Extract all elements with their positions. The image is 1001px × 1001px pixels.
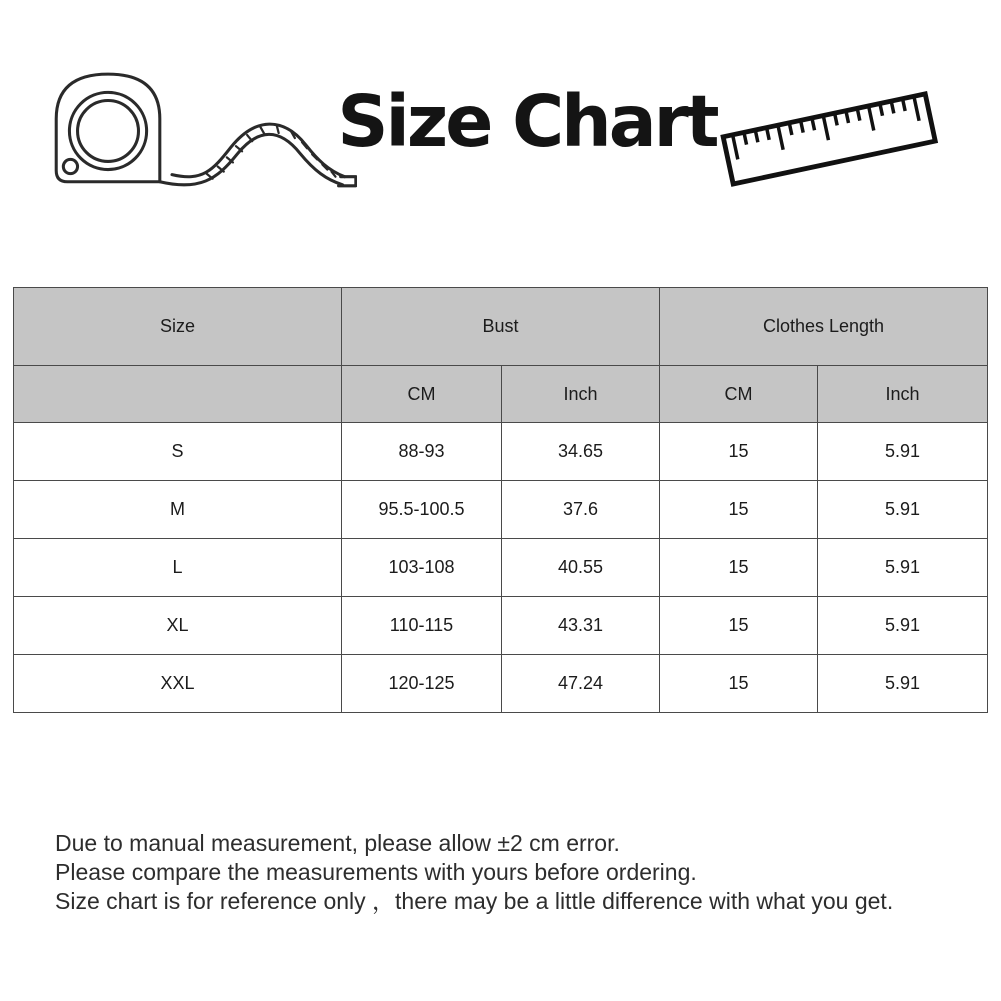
bust-cm-cell: 110-115 — [342, 597, 502, 655]
bust-cm-cell: 95.5-100.5 — [342, 481, 502, 539]
length-inch-cell: 5.91 — [818, 539, 988, 597]
size-cell: M — [14, 481, 342, 539]
table-row-xl — [14, 597, 988, 655]
length-cm-cell: 15 — [660, 481, 818, 539]
length-cm-cell: 15 — [660, 423, 818, 481]
unit-header-length-inch: Inch — [818, 366, 988, 423]
length-inch-cell: 5.91 — [818, 655, 988, 713]
measurement-notes — [55, 829, 985, 916]
size-cell: XL — [14, 597, 342, 655]
length-cm-cell: 15 — [660, 655, 818, 713]
note-line: Due to manual measurement, please allow ±2 cm error. — [55, 830, 620, 856]
unit-header-bust-cm: CM — [342, 366, 502, 423]
table-row-xxl — [14, 655, 988, 713]
table-unit-header-row — [14, 366, 988, 423]
table-row-m — [14, 481, 988, 539]
unit-header-bust-inch: Inch — [502, 366, 660, 423]
bust-inch-cell: 34.65 — [502, 423, 660, 481]
table-row-s — [14, 423, 988, 481]
col-header-size: Size — [14, 288, 342, 366]
size-table — [13, 287, 988, 713]
bust-cm-cell: 88-93 — [342, 423, 502, 481]
ruler-icon — [718, 82, 940, 194]
length-cm-cell: 15 — [660, 539, 818, 597]
bust-cm-cell: 103-108 — [342, 539, 502, 597]
length-inch-cell: 5.91 — [818, 597, 988, 655]
note-line: Size chart is for reference only ，there may be a little difference with what you get. — [55, 888, 894, 914]
table-row-l — [14, 539, 988, 597]
length-cm-cell: 15 — [660, 597, 818, 655]
length-inch-cell: 5.91 — [818, 423, 988, 481]
length-inch-cell: 5.91 — [818, 481, 988, 539]
hero-header — [0, 0, 1001, 210]
unit-header-length-cm: CM — [660, 366, 818, 423]
bust-inch-cell: 37.6 — [502, 481, 660, 539]
size-cell: S — [14, 423, 342, 481]
page-title: Size Chart — [337, 80, 717, 163]
col-header-bust: Bust — [342, 288, 660, 366]
bust-inch-cell: 47.24 — [502, 655, 660, 713]
tape-measure-icon — [52, 68, 357, 198]
bust-inch-cell: 43.31 — [502, 597, 660, 655]
bust-inch-cell: 40.55 — [502, 539, 660, 597]
size-cell: XXL — [14, 655, 342, 713]
col-header-clothes-length: Clothes Length — [660, 288, 988, 366]
bust-cm-cell: 120-125 — [342, 655, 502, 713]
table-group-header-row — [14, 288, 988, 366]
size-cell: L — [14, 539, 342, 597]
corner-cell — [14, 366, 342, 423]
note-line: Please compare the measurements with yours before ordering. — [55, 859, 697, 885]
